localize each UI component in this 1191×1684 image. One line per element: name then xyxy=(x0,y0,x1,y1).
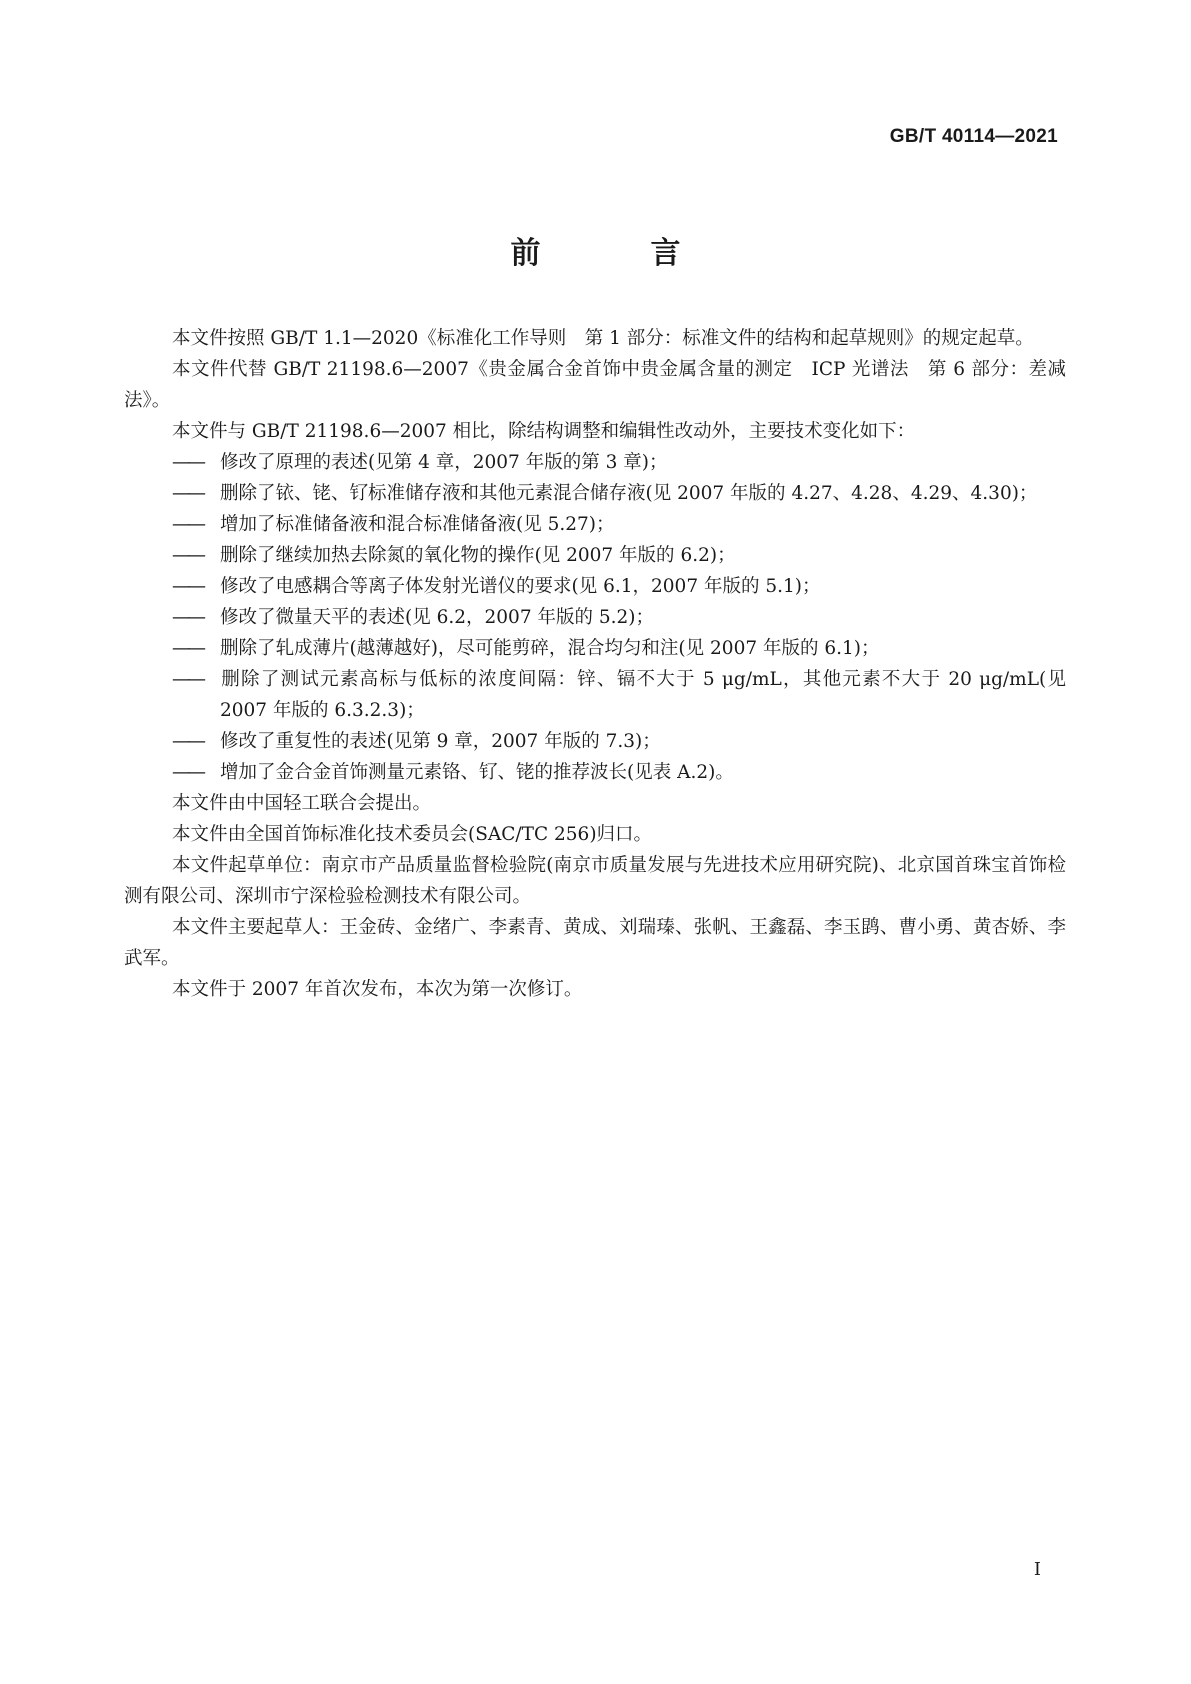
list-dash: —— xyxy=(172,576,203,597)
list-dash: —— xyxy=(172,669,203,690)
list-dash: —— xyxy=(172,483,203,504)
paragraph-drafting-rules: 本文件按照 GB/T 1.1—2020《标准化工作导则 第 1 部分：标准文件的结构和起草规则》的规定起草。 xyxy=(172,328,1034,349)
changes-list xyxy=(124,447,1066,788)
list-dash: —— xyxy=(172,762,203,783)
list-item-text: 修改了微量天平的表述(见 6.2，2007 年版的 5.2)； xyxy=(220,607,655,628)
list-dash: —— xyxy=(172,731,203,752)
paragraph-under-jurisdiction: 本文件由全国首饰标准化技术委员会(SAC/TC 256)归口。 xyxy=(172,824,653,845)
list-item-text: 修改了电感耦合等离子体发射光谱仪的要求(见 6.1，2007 年版的 5.1)； xyxy=(220,576,821,597)
paragraph-drafters: 本文件主要起草人：王金砖、金绪广、李素青、黄成、刘瑞瑧、张帆、王鑫磊、李玉鹍、曹小勇、黄杏娇、李武军。 xyxy=(124,917,1066,969)
list-item-text: 删除了轧成薄片(越薄越好)，尽可能剪碎，混合均匀和注(见 2007 年版的 6.1)； xyxy=(220,638,880,659)
paragraph-proposed-by: 本文件由中国轻工联合会提出。 xyxy=(172,793,432,814)
list-item xyxy=(124,571,1066,602)
list-item xyxy=(124,447,1066,478)
page-title: 前 言 xyxy=(510,236,721,271)
list-item xyxy=(124,602,1066,633)
list-item-text: 删除了测试元素高标与低标的浓度间隔：锌、镉不大于 5 μg/mL，其他元素不大于 20 μg/mL(见 2007 年版的 6.3.2.3)； xyxy=(220,669,1066,721)
list-item-text: 修改了重复性的表述(见第 9 章，2007 年版的 7.3)； xyxy=(220,731,661,752)
paragraph-publication-history: 本文件于 2007 年首次发布，本次为第一次修订。 xyxy=(172,979,583,1000)
list-item-text: 删除了铱、铑、钌标准储存液和其他元素混合储存液(见 2007 年版的 4.27、4.28、4.29、4.30)； xyxy=(220,483,1038,504)
standard-code: GB/T 40114—2021 xyxy=(889,126,1058,147)
page-number: I xyxy=(1033,1559,1041,1580)
list-item xyxy=(124,757,1066,788)
list-item-text: 增加了金合金首饰测量元素铬、钌、铑的推荐波长(见表 A.2)。 xyxy=(220,762,734,783)
list-item-text: 删除了继续加热去除氮的氧化物的操作(见 2007 年版的 6.2)； xyxy=(220,545,736,566)
list-item-text: 修改了原理的表述(见第 4 章，2007 年版的第 3 章)； xyxy=(220,452,668,473)
list-dash: —— xyxy=(172,607,203,628)
foreword-body xyxy=(124,323,1066,1005)
list-dash: —— xyxy=(172,452,203,473)
list-item xyxy=(124,664,1066,726)
list-item-text: 增加了标准储备液和混合标准储备液(见 5.27)； xyxy=(220,514,615,535)
list-dash: —— xyxy=(172,638,203,659)
paragraph-changes-intro: 本文件与 GB/T 21198.6—2007 相比，除结构调整和编辑性改动外，主要技术变化如下： xyxy=(172,421,916,442)
paragraph-replaces: 本文件代替 GB/T 21198.6—2007《贵金属合金首饰中贵金属含量的测定 ICP 光谱法 第 6 部分：差减法》。 xyxy=(124,359,1066,411)
list-item xyxy=(124,726,1066,757)
list-item xyxy=(124,478,1066,509)
list-item xyxy=(124,633,1066,664)
list-dash: —— xyxy=(172,545,203,566)
list-item xyxy=(124,509,1066,540)
list-item xyxy=(124,540,1066,571)
paragraph-drafting-units: 本文件起草单位：南京市产品质量监督检验院(南京市质量发展与先进技术应用研究院)、北京国首珠宝首饰检测有限公司、深圳市宁深检验检测技术有限公司。 xyxy=(124,855,1066,907)
list-dash: —— xyxy=(172,514,203,535)
